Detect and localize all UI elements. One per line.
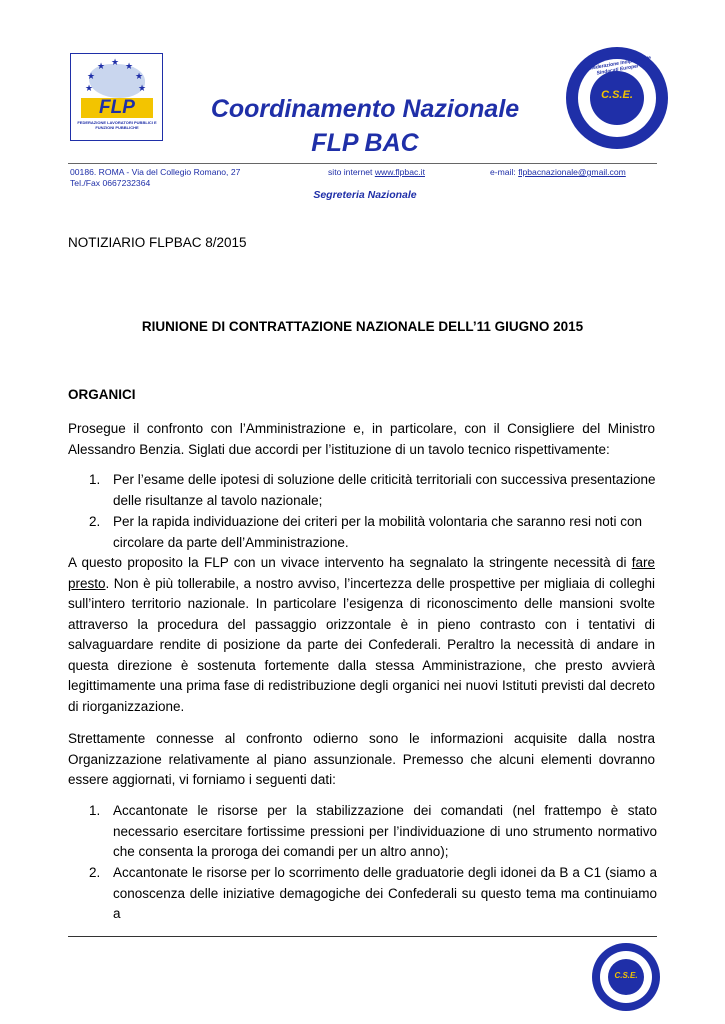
- document-title: RIUNIONE DI CONTRATTAZIONE NAZIONALE DELL’11 GIUGNO 2015: [141, 319, 584, 334]
- site-link[interactable]: www.flpbac.it: [374, 167, 425, 177]
- website: [328, 167, 425, 178]
- cse-footer-logo: [592, 943, 660, 1011]
- star-icon: ★: [87, 71, 96, 81]
- list-number: 1.: [89, 803, 101, 818]
- header-title-line1: Coordinamento Nazionale: [210, 95, 520, 123]
- list-item: [89, 801, 657, 863]
- list-item-text: Accantonate le risorse per lo scorrimento delle graduatorie degli idonei da B a C1 (siamo a conoscenza delle iniziative demagogiche dei Confederali su questo tema ma continuiamo a: [113, 865, 657, 921]
- star-icon: ★: [97, 61, 106, 71]
- list-item-text: Accantonate le risorse per la stabilizzazione dei comandati (nel frattempo è stato necessario esercitare fortissime pressioni per l’individuazione di uno strumento normativo che consenta la proroga dei comandi per un altro anno);: [113, 803, 657, 859]
- paragraph-3: Strettamente connesse al confronto odierno sono le informazioni acquisite dalla nostra Organizzazione relativamente al piano assunzionale. Premesso che alcuni elementi dovranno essere aggiornati, vi forniamo i seguenti dati:: [68, 731, 655, 787]
- flp-logo-text: FLP: [81, 98, 153, 118]
- email-label: e-mail:: [490, 167, 516, 177]
- cse-logo-text: C.S.E.: [601, 89, 633, 101]
- emphasis-underlined: fare presto: [68, 555, 655, 591]
- header-divider: [68, 163, 657, 164]
- site-label: sito internet: [328, 167, 373, 177]
- list-item-line: delle risultanze al tavolo nazionale;: [113, 492, 323, 508]
- star-icon: ★: [135, 71, 144, 81]
- list-item-line: circolare da parte dell’Amministrazione.: [113, 534, 349, 550]
- email-link[interactable]: flpbacnazionale@gmail.com: [518, 167, 626, 177]
- segreteria: Segreteria Nazionale: [313, 189, 417, 201]
- paragraph-1: Prosegue il confronto con l’Amministrazione e, in particolare, con il Consigliere del Ministro Alessandro Benzia. Siglati due accordi per l’istituzione di un tavolo tecnico rispettivamente:: [68, 421, 655, 457]
- address-line1: 00186. ROMA - Via del Collegio Romano, 27: [70, 167, 241, 177]
- cse-logo-arc-text: Confederazione Indipendente Sindacati Europei: [581, 55, 652, 77]
- star-icon: ★: [138, 83, 147, 93]
- star-icon: ★: [125, 61, 134, 71]
- email: [490, 167, 626, 178]
- address: [70, 167, 240, 189]
- flp-logo: [70, 53, 163, 141]
- list-item: [89, 863, 657, 925]
- list-item: [89, 512, 657, 553]
- list-item-line: Per la rapida individuazione dei criteri per la mobilità volontaria che saranno resi noti con: [113, 514, 643, 529]
- list-number: 2.: [89, 865, 101, 880]
- footer-divider: [68, 936, 657, 937]
- paragraph-2: [68, 553, 655, 717]
- list-number: 2.: [89, 514, 101, 529]
- list-item-line: Per l’esame delle ipotesi di soluzione delle criticità territoriali con successiva presentazione: [113, 472, 656, 487]
- cse-footer-logo-text: C.S.E.: [614, 971, 638, 980]
- paragraph-2-text: A questo proposito la FLP con un vivace intervento ha segnalato la stringente necessità di: [68, 555, 632, 570]
- list-number: 1.: [89, 472, 101, 487]
- header-title: [200, 92, 530, 160]
- star-icon: ★: [85, 83, 94, 93]
- header-title-line2: FLP BAC: [311, 129, 419, 157]
- paragraph-2-text: . Non è più tollerabile, a nostro avviso, l’incertezza delle prospettive per migliaia di colleghi sull’intero territorio nazionale. In particolare l’esigenza di riconoscimento delle mansioni svolte attraverso la procedura del passaggio orizzontale è in pieno contrasto con i tentativi di salvaguardare rendite di posizione da parte dei Confederali. Peraltro la necessità di andare in questa direzione è sostenuta fortemente dalla stessa Amministrazione, che presto avvierà legittimamente una prima fase di redistribuzione degli organici nei nuovi Istituti previsti dal decreto di riorganizzazione.: [68, 575, 655, 714]
- flp-logo-subtitle: FEDERAZIONE LAVORATORI PUBBLICI E FUNZIONI PUBBLICHE: [77, 120, 157, 130]
- cse-logo: [566, 47, 668, 149]
- list-item: [89, 470, 657, 511]
- address-line2: Tel./Fax 0667232364: [70, 178, 151, 188]
- notiziario-number: NOTIZIARIO FLPBAC 8/2015: [68, 235, 247, 250]
- star-icon: ★: [111, 57, 120, 67]
- section-heading: ORGANICI: [68, 387, 136, 402]
